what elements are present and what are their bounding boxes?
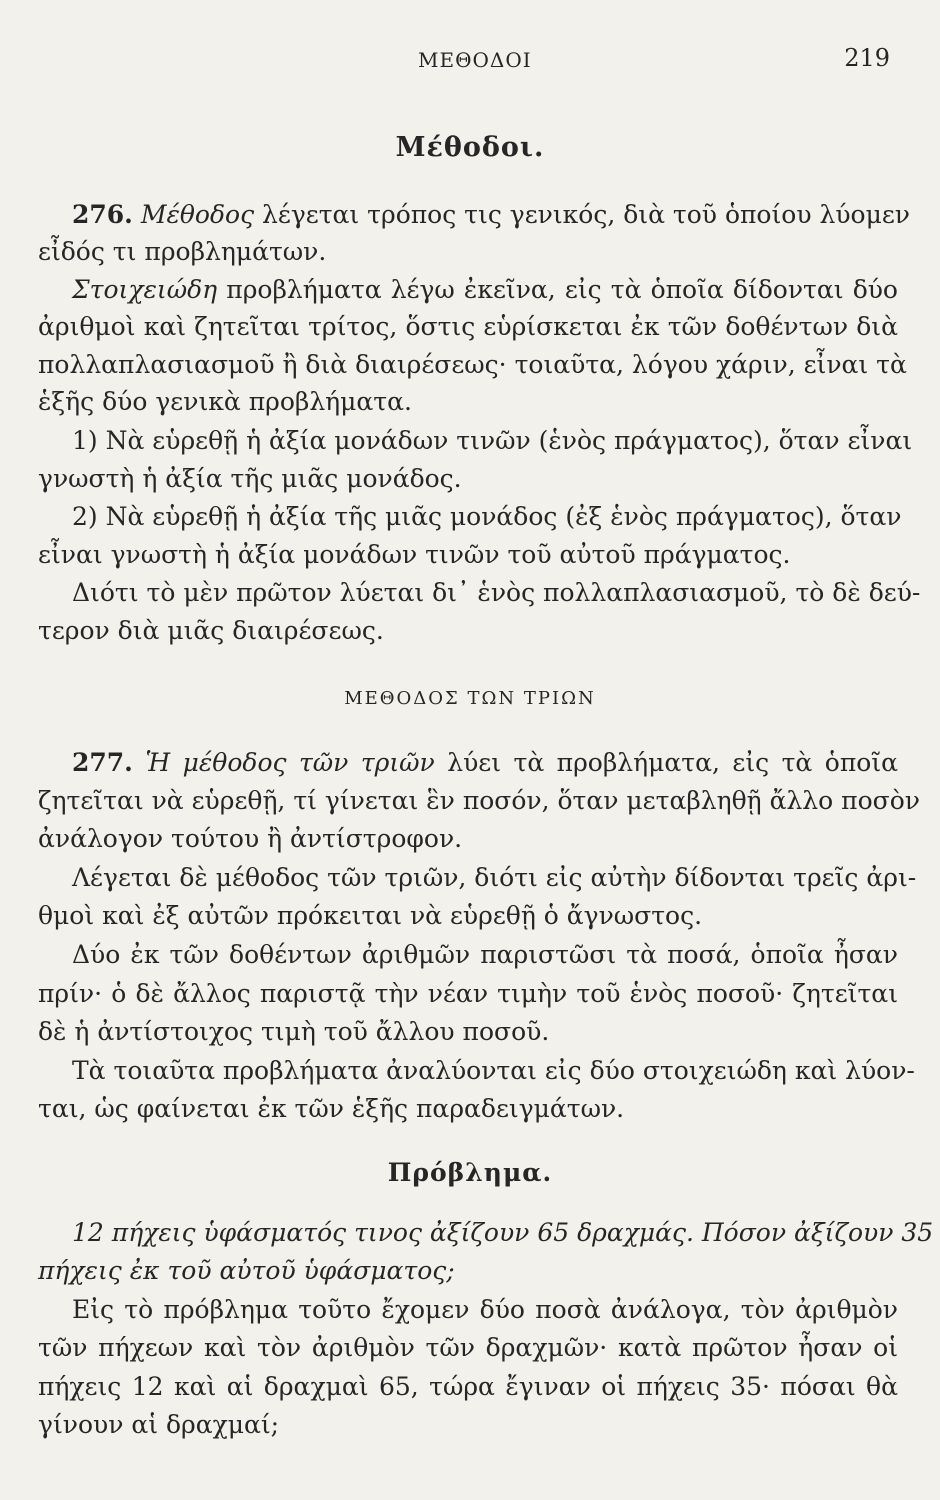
para-276-line-12: τερον διὰ μιᾶς διαιρέσεως. — [38, 616, 384, 645]
para-277-line-6: Δύο ἐκ τῶν δοθέντων ἀριθμῶν παριστῶσι τὰ ποσά, ὁποῖα ἦσαν — [72, 940, 898, 969]
para-276-line-4: ἀριθμοὶ καὶ ζητεῖται τρίτος, ὅστις εὑρίσκεται ἐκ τῶν δοθέντων διὰ — [38, 312, 898, 341]
para-277-line-2: ζητεῖται νὰ εὑρεθῇ, τί γίνεται ἓν ποσόν, ὅταν μεταβληθῇ ἄλλο ποσὸν — [38, 786, 920, 815]
text-span: λύει τὰ προβλήματα, εἰς τὰ ὁποῖα — [434, 748, 898, 777]
running-title: ΜΕΘΟΔΟΙ — [418, 48, 532, 72]
para-276-line-8: γνωστὴ ἡ ἀξία τῆς μιᾶς μονάδος. — [38, 464, 462, 493]
page-number: 219 — [844, 44, 890, 72]
problem-question-line-1: 12 πήχεις ὑφάσματός τινος ἀξίζουν 65 δραχμάς. Πόσον ἀξίζουν 35 — [72, 1218, 934, 1247]
problem-line-2: τῶν πήχεων καὶ τὸν ἀριθμὸν τῶν δραχμῶν· κατὰ πρῶτον ἦσαν οἱ — [38, 1333, 898, 1362]
problem-title: Πρόβλημα. — [387, 1158, 553, 1187]
para-277-line-1 — [72, 748, 898, 778]
running-head — [0, 42, 940, 78]
para-276-line-7: 1) Νὰ εὑρεθῇ ἡ ἀξία μονάδων τινῶν (ἑνὸς πράγματος), ὅταν εἶναι — [72, 426, 913, 455]
paragraph-number: 276. — [72, 200, 133, 229]
subheading: ΜΕΘΟΔΟΣ ΤΩΝ ΤΡΙΩΝ — [344, 688, 596, 709]
problem-line-3: πήχεις 12 καὶ αἱ δραχμαὶ 65, τώρα ἔγιναν οἱ πήχεις 35· πόσαι θὰ — [38, 1372, 898, 1401]
text-span: λέγεται τρόπος τις γενικός, διὰ τοῦ ὁποίου λύομεν — [254, 200, 910, 229]
para-276-line-9: 2) Νὰ εὑρεθῇ ἡ ἀξία τῆς μιᾶς μονάδος (ἐξ ἑνὸς πράγματος), ὅταν — [72, 502, 902, 531]
term-elementary: Στοιχειώδη — [72, 275, 218, 304]
para-277-line-8: δὲ ἡ ἀντίστοιχος τιμὴ τοῦ ἄλλου ποσοῦ. — [38, 1017, 550, 1046]
term-method: Μέθοδος — [140, 200, 255, 229]
para-277-line-7: πρίν· ὁ δὲ ἄλλος παριστᾷ τὴν νέαν τιμὴν τοῦ ἑνὸς ποσοῦ· ζητεῖται — [38, 979, 898, 1008]
term-rule-of-three: Ἡ μέθοδος τῶν τριῶν — [145, 748, 435, 777]
problem-line-4: γίνουν αἱ δραχμαί; — [38, 1410, 280, 1439]
para-277-line-9: Τὰ τοιαῦτα προβλήματα ἀναλύονται εἰς δύο στοιχειώδη καὶ λύον- — [72, 1056, 915, 1085]
para-276-line-5: πολλαπλασιασμοῦ ἢ διὰ διαιρέσεως· τοιαῦτα, λόγου χάριν, εἶναι τὰ — [38, 350, 907, 379]
para-277-line-5: θμοὶ καὶ ἐξ αὐτῶν πρόκειται νὰ εὑρεθῇ ὁ ἄγνωστος. — [38, 901, 703, 930]
para-276-line-1 — [72, 200, 910, 230]
para-276-line-2: εἶδός τι προβλημάτων. — [38, 237, 327, 266]
para-277-line-10: ται, ὡς φαίνεται ἐκ τῶν ἑξῆς παραδειγμάτων. — [38, 1094, 625, 1123]
para-277-line-4: Λέγεται δὲ μέθοδος τῶν τριῶν, διότι εἰς αὐτὴν δίδονται τρεῖς ἀρι- — [72, 863, 917, 892]
para-276-line-3 — [72, 275, 898, 305]
problem-question-line-2: πήχεις ἐκ τοῦ αὐτοῦ ὑφάσματος; — [38, 1256, 455, 1285]
para-276-line-10: εἶναι γνωστὴ ἡ ἀξία μονάδων τινῶν τοῦ αὐτοῦ πράγματος. — [38, 540, 791, 569]
para-277-line-3: ἀνάλογον τούτου ἢ ἀντίστροφον. — [38, 824, 463, 853]
text-span: προβλήματα λέγω ἐκεῖνα, εἰς τὰ ὁποῖα δίδονται δύο — [217, 275, 898, 304]
para-276-line-6: ἑξῆς δύο γενικὰ προβλήματα. — [38, 387, 412, 416]
problem-line-1: Εἰς τὸ πρόβλημα τοῦτο ἔχομεν δύο ποσὰ ἀνάλογα, τὸν ἀριθμὸν — [72, 1295, 898, 1324]
paragraph-number: 277. — [72, 748, 133, 777]
section-title: Μέθοδοι. — [395, 132, 545, 163]
para-276-line-11: Διότι τὸ μὲν πρῶτον λύεται δι᾽ ἑνὸς πολλαπλασιασμοῦ, τὸ δὲ δεύ- — [72, 578, 921, 607]
